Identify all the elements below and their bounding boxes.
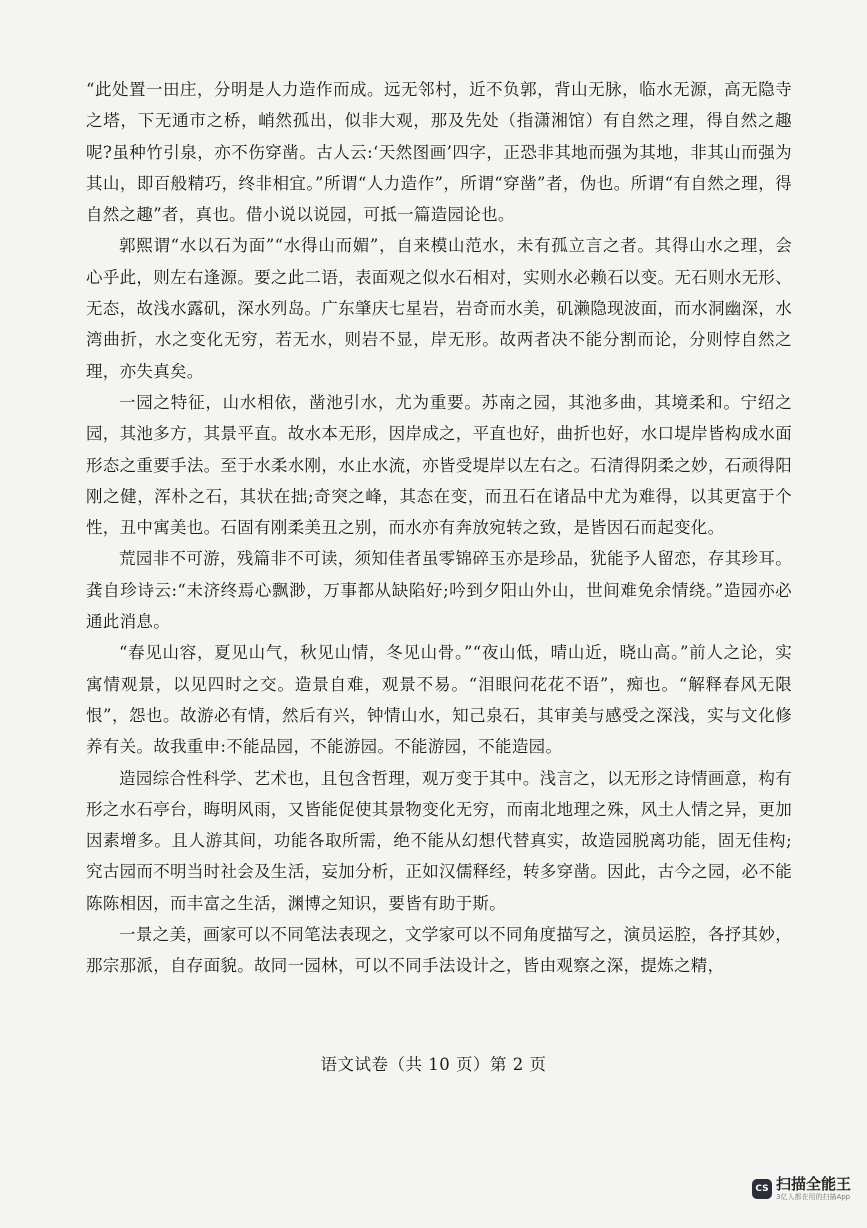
paragraph-7: 一景之美，画家可以不同笔法表现之，文学家可以不同角度描写之，演员运腔，各抒其妙，那宗那派，自存面貌。故同一园林，可以不同手法设计之，皆由观察之深，提炼之精，: [86, 925, 792, 976]
watermark-title: 扫描全能王: [776, 1175, 852, 1193]
watermark-text: [776, 1176, 851, 1202]
paragraph-2: 郭熙谓“水以石为面”“水得山而媚”，自来模山范水，未有孤立言之者。其得山水之理，会心乎此，则左右逢源。要之此二语，表面观之似水石相对，实则水必赖石以变。无石则水无形、无态，故浅水露矶，深水列岛。广东肇庆七星岩，岩奇而水美，矶濑隐现波面，而水洞幽深，水湾曲折，水之变化无穷，若无水，则岩不显，岸无形。故两者决不能分割而论，分则悖自然之理，亦失真矣。: [86, 236, 792, 381]
cs-logo-icon: CS: [752, 1179, 772, 1199]
page-footer: 语文试卷（共 10 页）第 2 页: [320, 1055, 547, 1074]
paragraph-5: “春见山容，夏见山气，秋见山情，冬见山骨。”“夜山低，晴山近，晓山高。”前人之论，实寓情观景，以见四时之交。造景自难，观景不易。“泪眼问花花不语”，痴也。“解释春风无限恨”，怨也。故游必有情，然后有兴，钟情山水，知己泉石，其审美与感受之深浅，实与文化修养有关。故我重申:不能品园，不能游园。不能游园，不能造园。: [86, 643, 792, 757]
scanner-watermark: [752, 1176, 851, 1202]
paragraph-4: 荒园非不可游，残篇非不可读，须知佳者虽零锦碎玉亦是珍品，犹能予人留恋，存其珍耳。龚自珍诗云:“未济终焉心飘渺，万事都从缺陷好;吟到夕阳山外山，世间难免余情绕。”造园亦必通此消息。: [86, 549, 792, 632]
paragraph-3: 一园之特征，山水相依，凿池引水，尤为重要。苏南之园，其池多曲，其境柔和。宁绍之园，其池多方，其景平直。故水本无形，因岸成之，平直也好，曲折也好，水口堤岸皆构成水面形态之重要手法。至于水柔水刚，水止水流，亦皆受堤岸以左右之。石清得阴柔之妙，石顽得阳刚之健，浑朴之石，其状在拙;奇突之峰，其态在变，而丑石在诸品中尤为难得，以其更富于个性，丑中寓美也。石固有刚柔美丑之别，而水亦有奔放宛转之致，是皆因石而起变化。: [86, 392, 792, 538]
watermark-subtitle: 3亿人都在用的扫描App: [776, 1193, 851, 1201]
paragraph-6: 造园综合性科学、艺术也，且包含哲理，观万变于其中。浅言之，以无形之诗情画意，构有形之水石亭台，晦明风雨，又皆能促使其景物变化无穷，而南北地理之殊，风土人情之异，更加因素增多。且人游其间，功能各取所需，绝不能从幻想代替真实，故造园脱离功能，固无佳构;究古园而不明当时社会及生活，妄加分析，正如汉儒释经，转多穿凿。因此，古今之园，必不能陈陈相因，而丰富之生活，渊博之知识，要皆有助于斯。: [86, 768, 792, 913]
paragraph-1: “此处置一田庄，分明是人力造作而成。远无邻村，近不负郭，背山无脉，临水无源，高无隐寺之塔，下无通市之桥，峭然孤出，似非大观，那及先处（指潇湘馆）有自然之理，得自然之趣呢?虽种竹引泉，亦不伤穿凿。古人云:‘天然图画’四字，正恐非其地而强为其地，非其山而强为其山，即百般精巧，终非相宜。”所谓“人力造作”，所谓“穿凿”者，伪也。所谓“有自然之理，得自然之趣”者，真也。借小说以说园，可抵一篇造园论也。: [86, 80, 792, 225]
article-body: [86, 74, 792, 982]
